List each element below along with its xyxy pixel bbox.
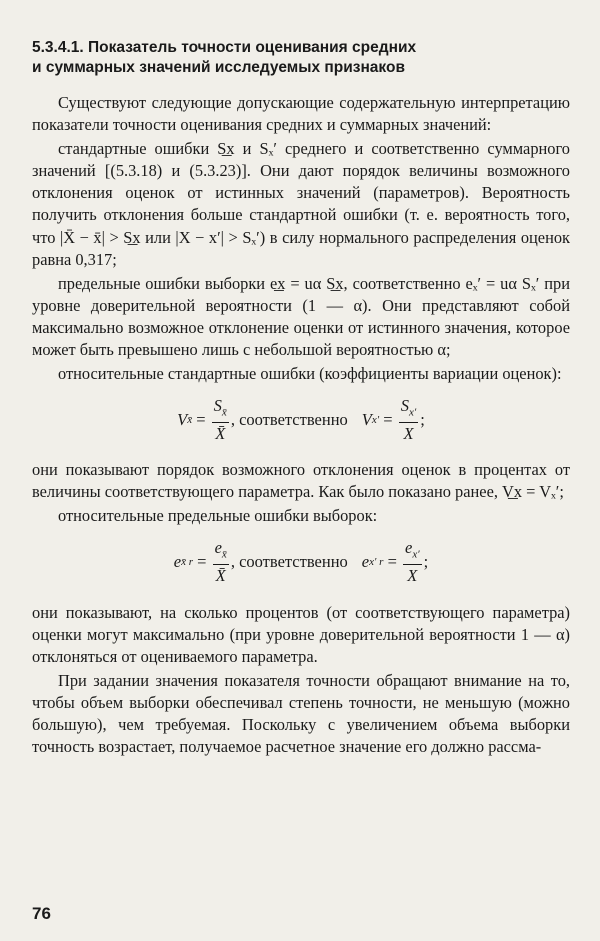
formula1-numsub1: x̄ [221,405,227,418]
section-heading-line-2: и суммарных значений исследуемых признаков [32,59,405,76]
formula2-sub2: x′ r [369,556,384,569]
formula2-middle: , соответственно [230,552,348,572]
formula1-sub2: x′ [371,414,380,427]
paragraph-relative-standard-errors: относительные стандартные ошибки (коэффициенты вариации оценок): [58,364,562,384]
formula-relative-standard-errors: V x̄ = $\frac{S_{x̄}}{X̄}$ , соответственно V x′ = $\frac{S_{x'}}{X}$ ; [177,395,425,443]
formula2-num1: e [214,537,222,557]
formula2-end: ; [423,552,429,572]
formula2-numsub2: x′ [412,548,420,561]
formula2-fraction1 [213,538,229,587]
formula1-numsub2: x′ [408,405,417,418]
formula1-num1: S [213,395,222,415]
page-number: 76 [32,904,51,923]
formula1-lhs2: V [361,410,372,430]
paragraph-standard-errors: стандартные ошибки S͟x и Sₓ′ среднего и соответственно суммарного значений [(5.3.18) и (5.3.23)]. Они дают порядок величины возможного отклонения оценок от истинных значений (параметров). Вероятность получить отклонения больше стандартной ошибки (т. е. вероятность того, что |X̄ − x̄| > S͟x или |X − x′| > Sₓ′) в силу нормального распределения оценок равна 0,317; [32,139,570,269]
formula2-den2: X [407,566,418,586]
formula1-sub1: x̄ [187,414,193,427]
formula2-den1: X̄ [215,566,226,586]
paragraph-accuracy-setting: При задании значения показателя точности обращают внимание на то, чтобы объем выборки обеспечивал степень точности, не меньшую (можно большую), чем требуемая. Поскольку с увеличением объема выборки точность возрастает, получаемое расчетное значение его должно рассма- [32,670,570,757]
formula2-sub1: x̄ r [181,556,194,569]
formula1-middle: , соответственно [230,410,348,430]
formula-relative-marginal-errors: e x̄ r = $\frac{e_{x̄}}{X̄}$ , соответственно e x′ r = $\frac{e_{x'}}{X}$ ; [173,537,429,586]
paragraph-relative-marginal-errors: относительные предельные ошибки выборок: [58,506,378,526]
formula1-fraction1 [212,396,229,445]
paragraph-intro: Существуют следующие допускающие содержательную интерпретацию показатели точности оценивания средних и суммарных значений: [32,93,570,135]
formula2-num2: e [405,537,413,557]
formula1-den2: X [403,423,414,443]
paragraph-relative-marginal-errors-meaning: они показывают, на сколько процентов (от соответствующего параметра) оценки могут максимально (при уровне доверительной вероятности 1 — α) отклоняться от оцениваемого параметра. [32,602,570,666]
formula2-fraction2 [403,538,422,587]
section-heading-line-1: 5.3.4.1. Показатель точности оценивания средних [32,39,417,56]
section-heading [32,38,572,78]
formula2-lhs2: e [361,552,370,572]
formula1-num2: S [400,395,409,415]
formula1-den1: X̄ [215,423,226,443]
formula1-lhs1: V [177,410,188,430]
formula2-numsub1: x̄ [221,548,227,561]
formula1-fraction2 [399,396,419,445]
formula2-lhs1: e [173,552,182,572]
paragraph-relative-standard-errors-meaning: они показывают порядок возможного отклонения оценок в процентах от величины соответствующего параметра. Как было показано ранее, V͟x = Vₓ′; [32,460,570,502]
body-text [32,92,570,758]
formula1-end: ; [420,410,425,430]
paragraph-marginal-errors: предельные ошибки выборки e͟x = uα S͟x, соответственно eₓ′ = uα Sₓ′ при уровне доверительной вероятности (1 — α). Они представляют собой максимально возможное отклонение оценки от истинного значения, которое может быть превышено лишь с небольшой вероятностью α; [32,273,570,360]
